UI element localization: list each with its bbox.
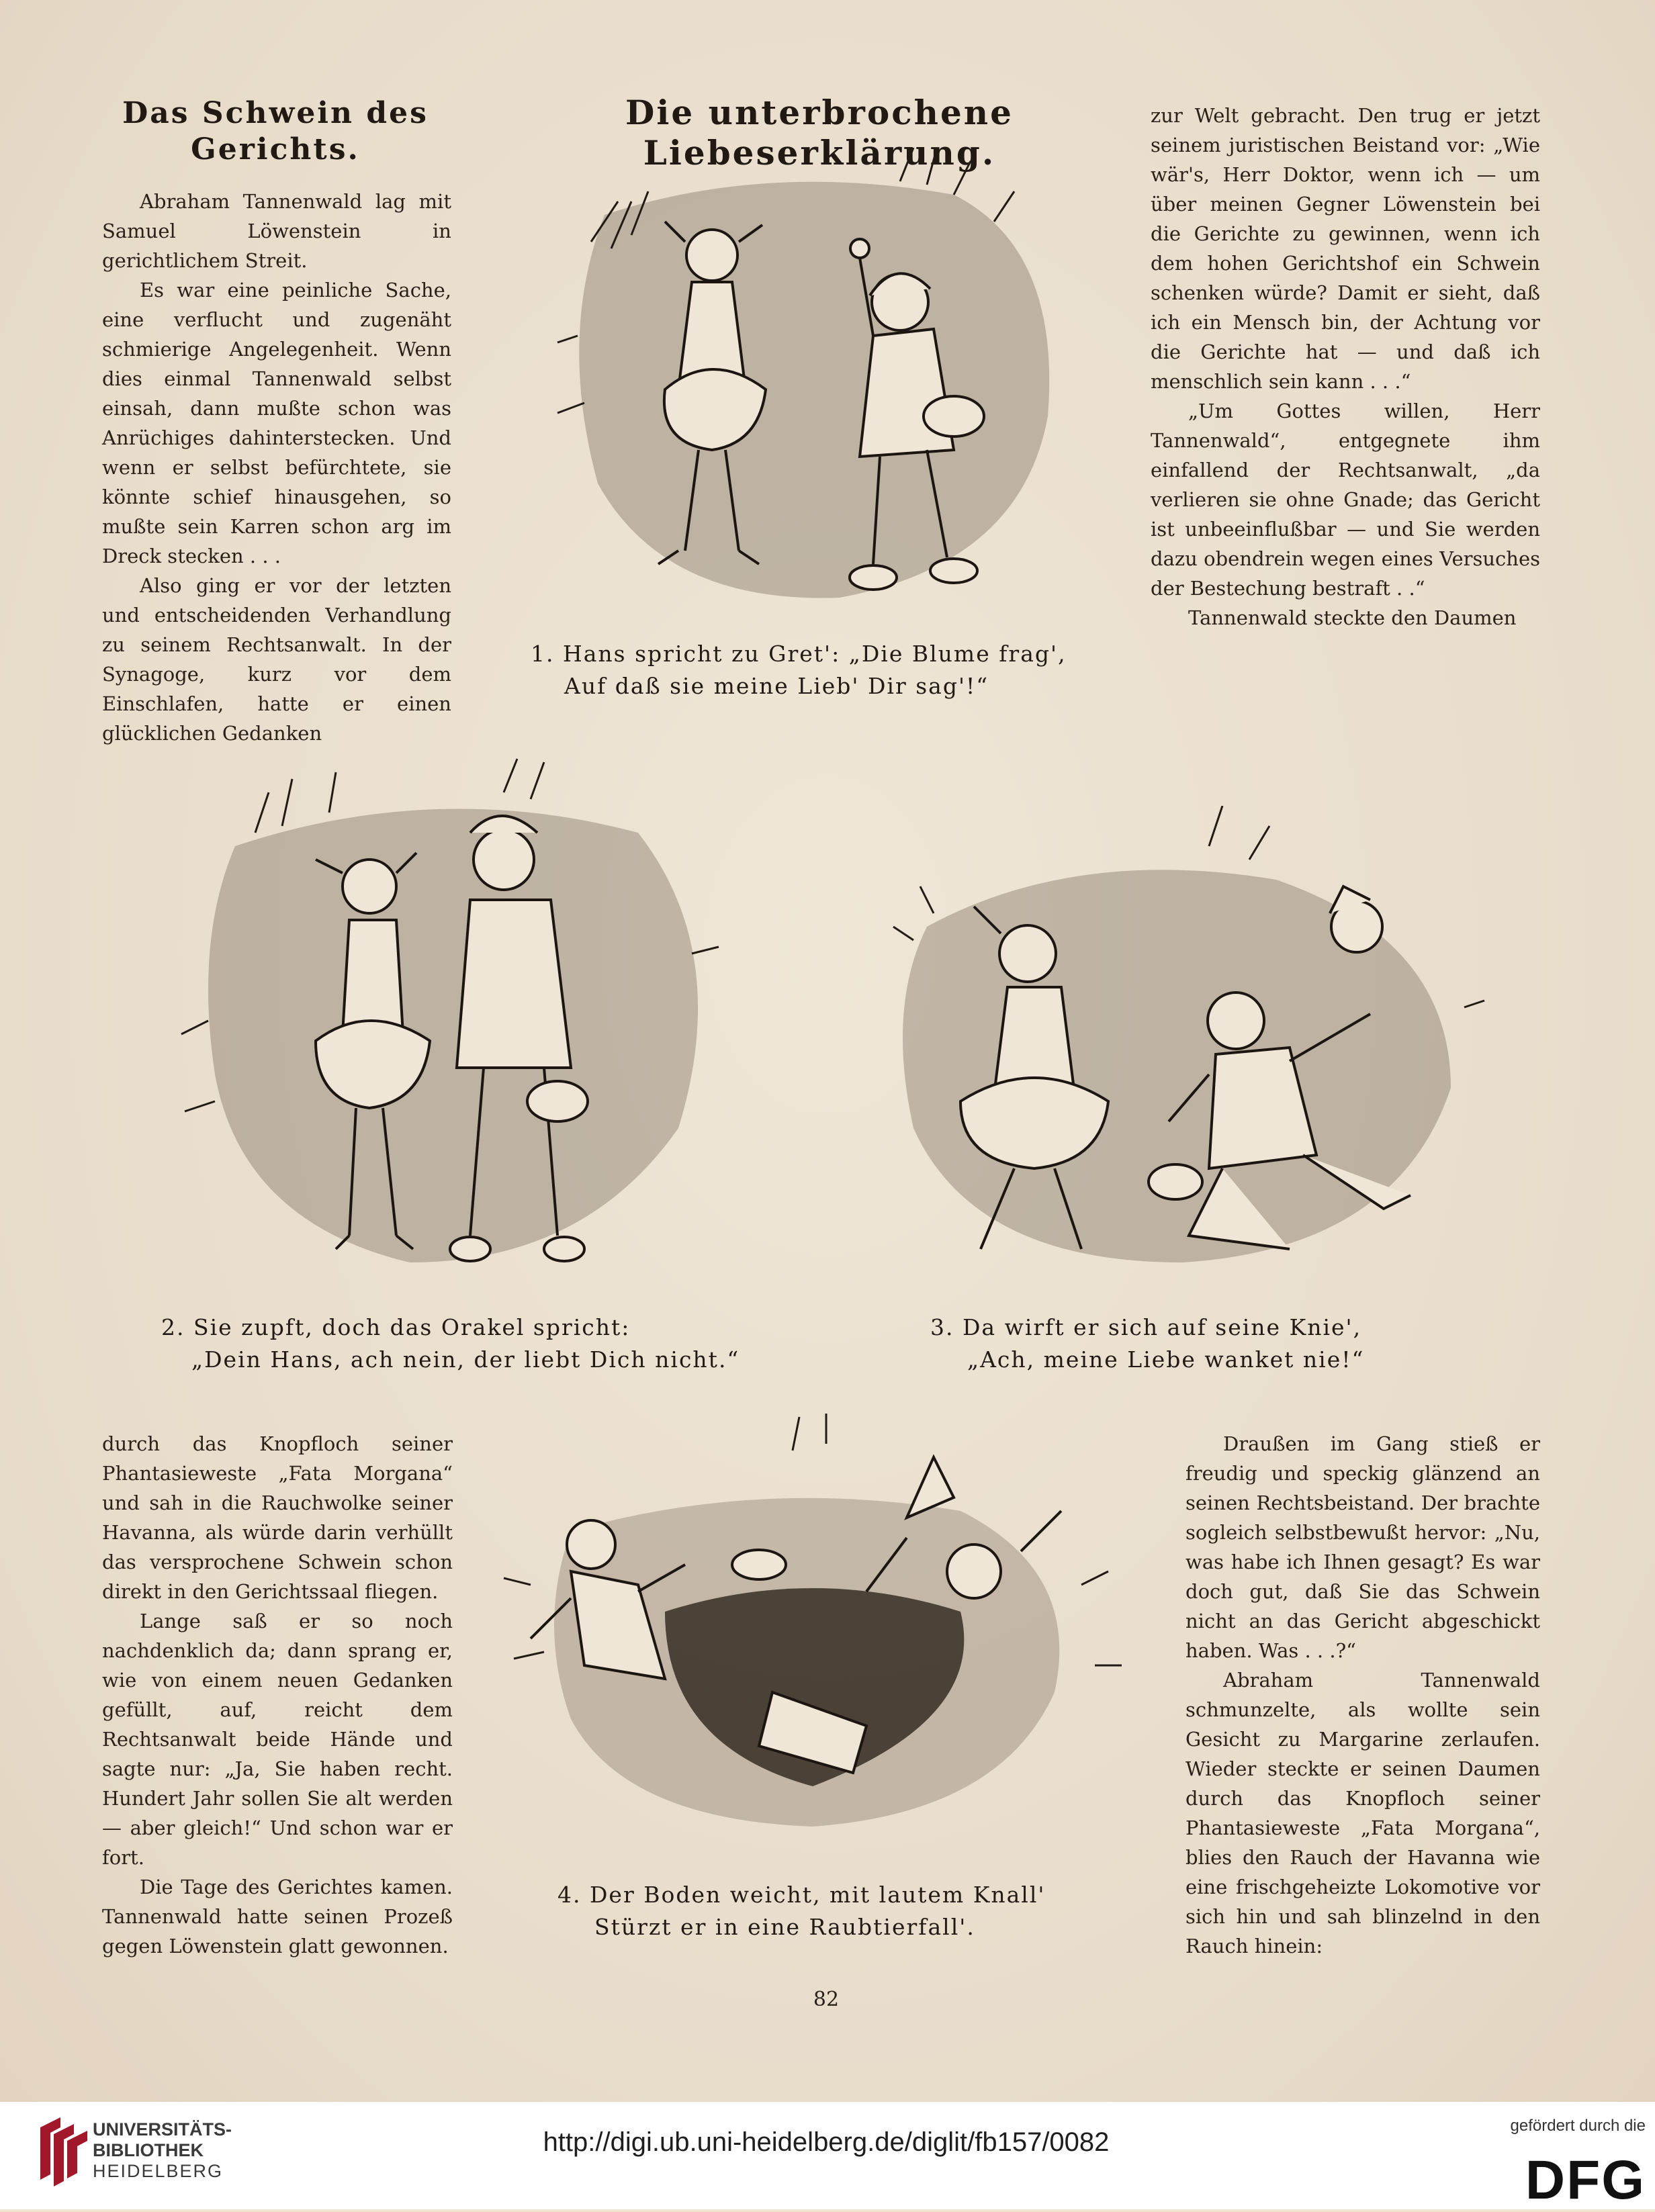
- comic-panel-1-illustration: [524, 134, 1128, 618]
- right-column-top: [1151, 101, 1540, 633]
- university-library-logo-icon: [27, 2114, 97, 2188]
- comic-panel-2-illustration: [154, 752, 759, 1289]
- left-column-bottom: [102, 1429, 453, 1961]
- paragraph: Abraham Tannenwald schmunzelte, als wollte sein Gesicht zu Margarine zerlaufen. Wieder steckte er seinen Daumen durch das Knopfloch seiner Phantasieweste „Fata Morgana“, blies den Rauch der Havanna wie eine frischgeheizte Lokomotive vor sich hin und sah blinzelnd in den Rauch hinein:: [1186, 1669, 1540, 1957]
- comic-panel-3-illustration: [873, 806, 1491, 1289]
- caption-line: 2. Sie zupft, doch das Orakel spricht:: [161, 1314, 631, 1340]
- caption-line: Stürzt er in eine Raubtierfall'.: [594, 1914, 975, 1940]
- caption-line: Auf daß sie meine Lieb' Dir sag'!“: [564, 673, 989, 699]
- right-column-bottom: [1186, 1429, 1540, 1961]
- paragraph: durch das Knopfloch seiner Phantasieweste „Fata Morgana“ und sah in die Rauchwolke seiner Havanna, als würde darin verhüllt das versprochene Schwein schon direkt in den Gerichtssaal fliegen.: [102, 1432, 453, 1603]
- comic-title: Die unterbrochene Liebeserklärung.: [625, 93, 1014, 173]
- caption-line: 3. Da wirft er sich auf seine Knie',: [930, 1314, 1362, 1340]
- document-url-link[interactable]: http://digi.ub.uni-heidelberg.de/diglit/fb157/0082: [543, 2127, 1110, 2157]
- comic-panel-2-caption: [161, 1311, 806, 1376]
- paragraph: „Um Gottes willen, Herr Tannenwald“, entgegnete ihm einfallend der Rechtsanwalt, „da verlieren sie ohne Gnade; das Gericht ist unbeeinflußbar — und Sie werden dazu obendrein wegen eines Versuches der Bestechung bestraft . .“: [1151, 400, 1540, 600]
- library-name-line: UNIVERSITÄTS-: [93, 2119, 232, 2139]
- library-name: [93, 2119, 232, 2182]
- comic-panel-3-caption: [930, 1311, 1481, 1376]
- paragraph: zur Welt gebracht. Den trug er jetzt seinem juristischen Beistand vor: „Wie wär's, Herr Doktor, wenn ich — um über meinen Gegner Löwenstein bei die Gerichte zu gewinnen, wenn ich dem hohen Gerichtshof ein Schwein schenken würde? Damit er sieht, daß ich ein Mensch bin, der Achtung vor die Gerichte hat — und daß ich menschlich sein kann . . .“: [1151, 104, 1540, 393]
- paragraph: Abraham Tannenwald lag mit Samuel Löwenstein in gerichtlichem Streit.: [102, 190, 451, 272]
- caption-line: „Ach, meine Liebe wanket nie!“: [967, 1346, 1365, 1373]
- library-name-line: BIBLIOTHEK: [93, 2140, 204, 2160]
- caption-line: 1. Hans spricht zu Gret': „Die Blume frag',: [531, 641, 1067, 667]
- paragraph: Tannenwald steckte den Daumen: [1188, 606, 1517, 629]
- comic-panel-1-caption: [531, 638, 1122, 702]
- paragraph: Draußen im Gang stieß er freudig und speckig glänzend an seinen Rechtsbeistand. Der brachte sogleich selbstbewußt hervor: „Nu, was habe ich Ihnen gesagt? Es war doch gut, daß Sie das Schwein nicht an das Gericht abgeschickt haben. Was . . .?“: [1186, 1432, 1540, 1662]
- left-column-top: [102, 187, 451, 748]
- caption-line: „Dein Hans, ach nein, der liebt Dich nicht.“: [191, 1346, 740, 1373]
- comic-panel-4-illustration: [490, 1410, 1135, 1867]
- paragraph: Lange saß er so noch nachdenklich da; dann sprang er, wie von einem neuen Gedanken gefüllt, auf, reicht dem Rechtsanwalt beide Hände und sagte nur: „Ja, Sie haben recht. Hundert Jahr sollen Sie alt werden — aber gleich!“ Und schon war er fort.: [102, 1610, 453, 1869]
- paragraph: Also ging er vor der letzten und entscheidenden Verhandlung zu seinem Rechtsanwalt. In der Synagoge, kurz vor dem Einschlafen, hatte er einen glücklichen Gedanken: [102, 574, 451, 745]
- article-title: Das Schwein des Gerichts.: [122, 96, 429, 167]
- page-number: 82: [813, 1988, 840, 2011]
- funding-note: gefördert durch die: [1510, 2117, 1646, 2135]
- comic-panel-4-caption: [557, 1879, 1108, 1943]
- dfg-logo: DFG: [1525, 2150, 1646, 2211]
- paragraph: Es war eine peinliche Sache, eine verflucht und zugenäht schmierige Angelegenheit. Wenn dies einmal Tannenwald selbst einsah, dann mußte schon was Anrüchiges dahinterstecken. Und wenn er selbst befürchtete, sie könnte schief hinausgehen, so mußte sein Karren schon arg im Dreck stecken . . .: [102, 279, 451, 567]
- paragraph: Die Tage des Gerichtes kamen. Tannenwald hatte seinen Prozeß gegen Löwenstein glatt gewonnen.: [102, 1876, 453, 1957]
- library-name-line: HEIDELBERG: [93, 2161, 224, 2181]
- caption-line: 4. Der Boden weicht, mit lautem Knall': [557, 1882, 1046, 1908]
